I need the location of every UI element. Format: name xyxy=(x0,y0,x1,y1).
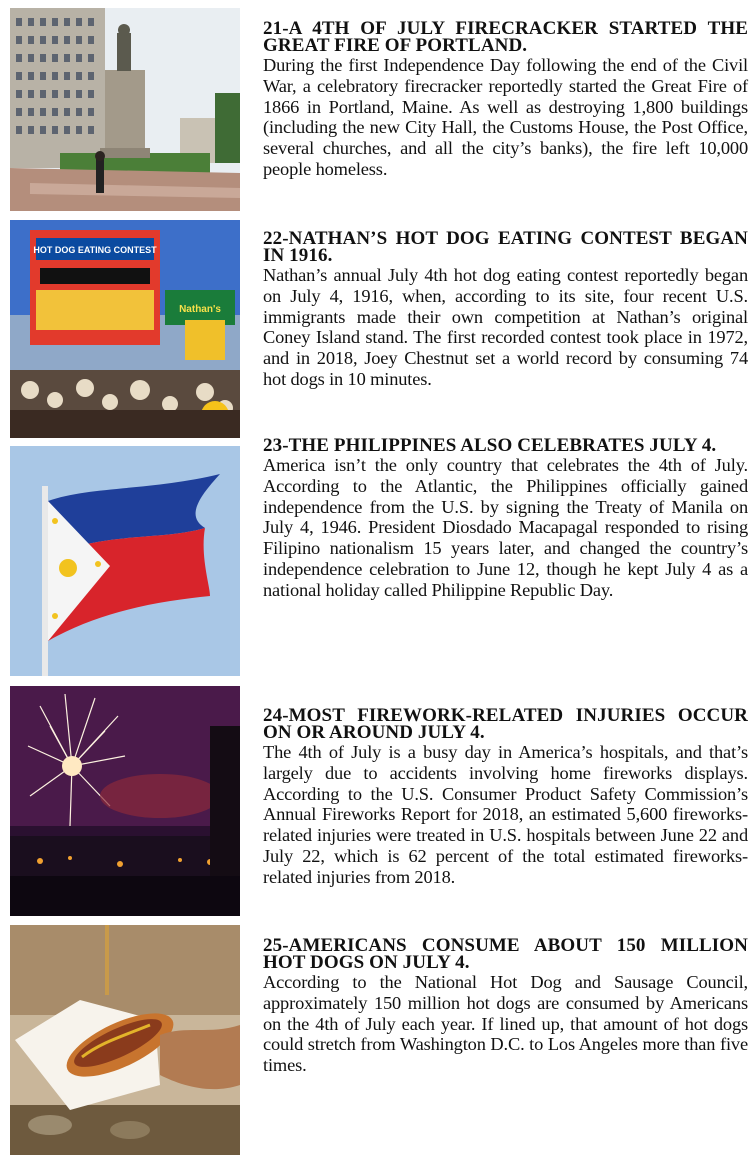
entry-24 xyxy=(0,680,751,920)
entry-body: Nathan’s annual July 4th hot dog eating contest reportedly began on July 4, 1916, when, according to its site, four recent U.S. immigrants made their own competition at Nathan’s original Coney Island stand. The first recorded contest took place in 1972, and in 2018, Joey Chestnut set a world record by consuming 74 hot dogs in 10 minutes. xyxy=(263,265,748,389)
entry-25 xyxy=(0,920,751,1161)
fireworks-photo xyxy=(10,686,240,916)
entry-22 xyxy=(0,214,751,440)
entry-23 xyxy=(0,435,751,680)
entry-headline: 22-NATHAN’S HOT DOG EATING CONTEST BEGAN IN 1916. xyxy=(263,228,748,266)
entry-body: According to the National Hot Dog and Sausage Council, approximately 150 million hot dogs are consumed by Americans on the 4th of July each year. If lined up, that amount of hot dogs could stretch from Washington D.C. to Los Angeles more than five times. xyxy=(263,972,748,1076)
philippine-flag-photo xyxy=(10,446,240,676)
entry-headline: 21-A 4TH OF JULY FIRECRACKER STARTED THE GREAT FIRE OF PORTLAND. xyxy=(263,18,748,56)
entry-headline: 23-THE PHILIPPINES ALSO CELEBRATES JULY 4. xyxy=(263,435,717,456)
hot-dog-photo xyxy=(10,925,240,1155)
entry-body: America isn’t the only country that celebrates the 4th of July. According to the Atlantic, the Philippines officially gained independence from the U.S. by signing the Treaty of Manila on July 4, 1946. President Diosdado Macapagal responded to rising Filipino nationalism 15 years later, and changed the country’s independence celebration to June 12, though he kept July 4 as a national holiday called Philippine Republic Day. xyxy=(263,455,748,600)
sign-text: HOT DOG EATING CONTEST xyxy=(33,245,157,255)
brand-text: Nathan's xyxy=(179,304,221,315)
entry-21 xyxy=(0,0,751,214)
entry-headline: 25-AMERICANS CONSUME ABOUT 150 MILLION HOT DOGS ON JULY 4. xyxy=(263,935,748,973)
entry-body: During the first Independence Day following the end of the Civil War, a celebratory firecracker reportedly started the Great Fire of 1866 in Portland, Maine. As well as destroying 1,800 buildings (including the new City Hall, the Customs House, the Post Office, several churches, and all the city’s banks), the fire left 10,000 people homeless. xyxy=(263,55,748,179)
hot-dog-contest-photo xyxy=(10,220,240,438)
entry-headline: 24-MOST FIREWORK-RELATED INJURIES OCCUR ON OR AROUND JULY 4. xyxy=(263,705,748,743)
portland-statue-photo xyxy=(10,8,240,211)
entry-body: The 4th of July is a busy day in America’s hospitals, and that’s largely due to accidents involving home fireworks displays. According to the U.S. Consumer Product Safety Commission’s Annual Fireworks Report for 2018, an estimated 5,600 fireworks-related injuries were treated in U.S. hospitals between June 22 and July 22, which is 62 percent of the total estimated fireworks-related injuries from 2018. xyxy=(263,742,748,887)
